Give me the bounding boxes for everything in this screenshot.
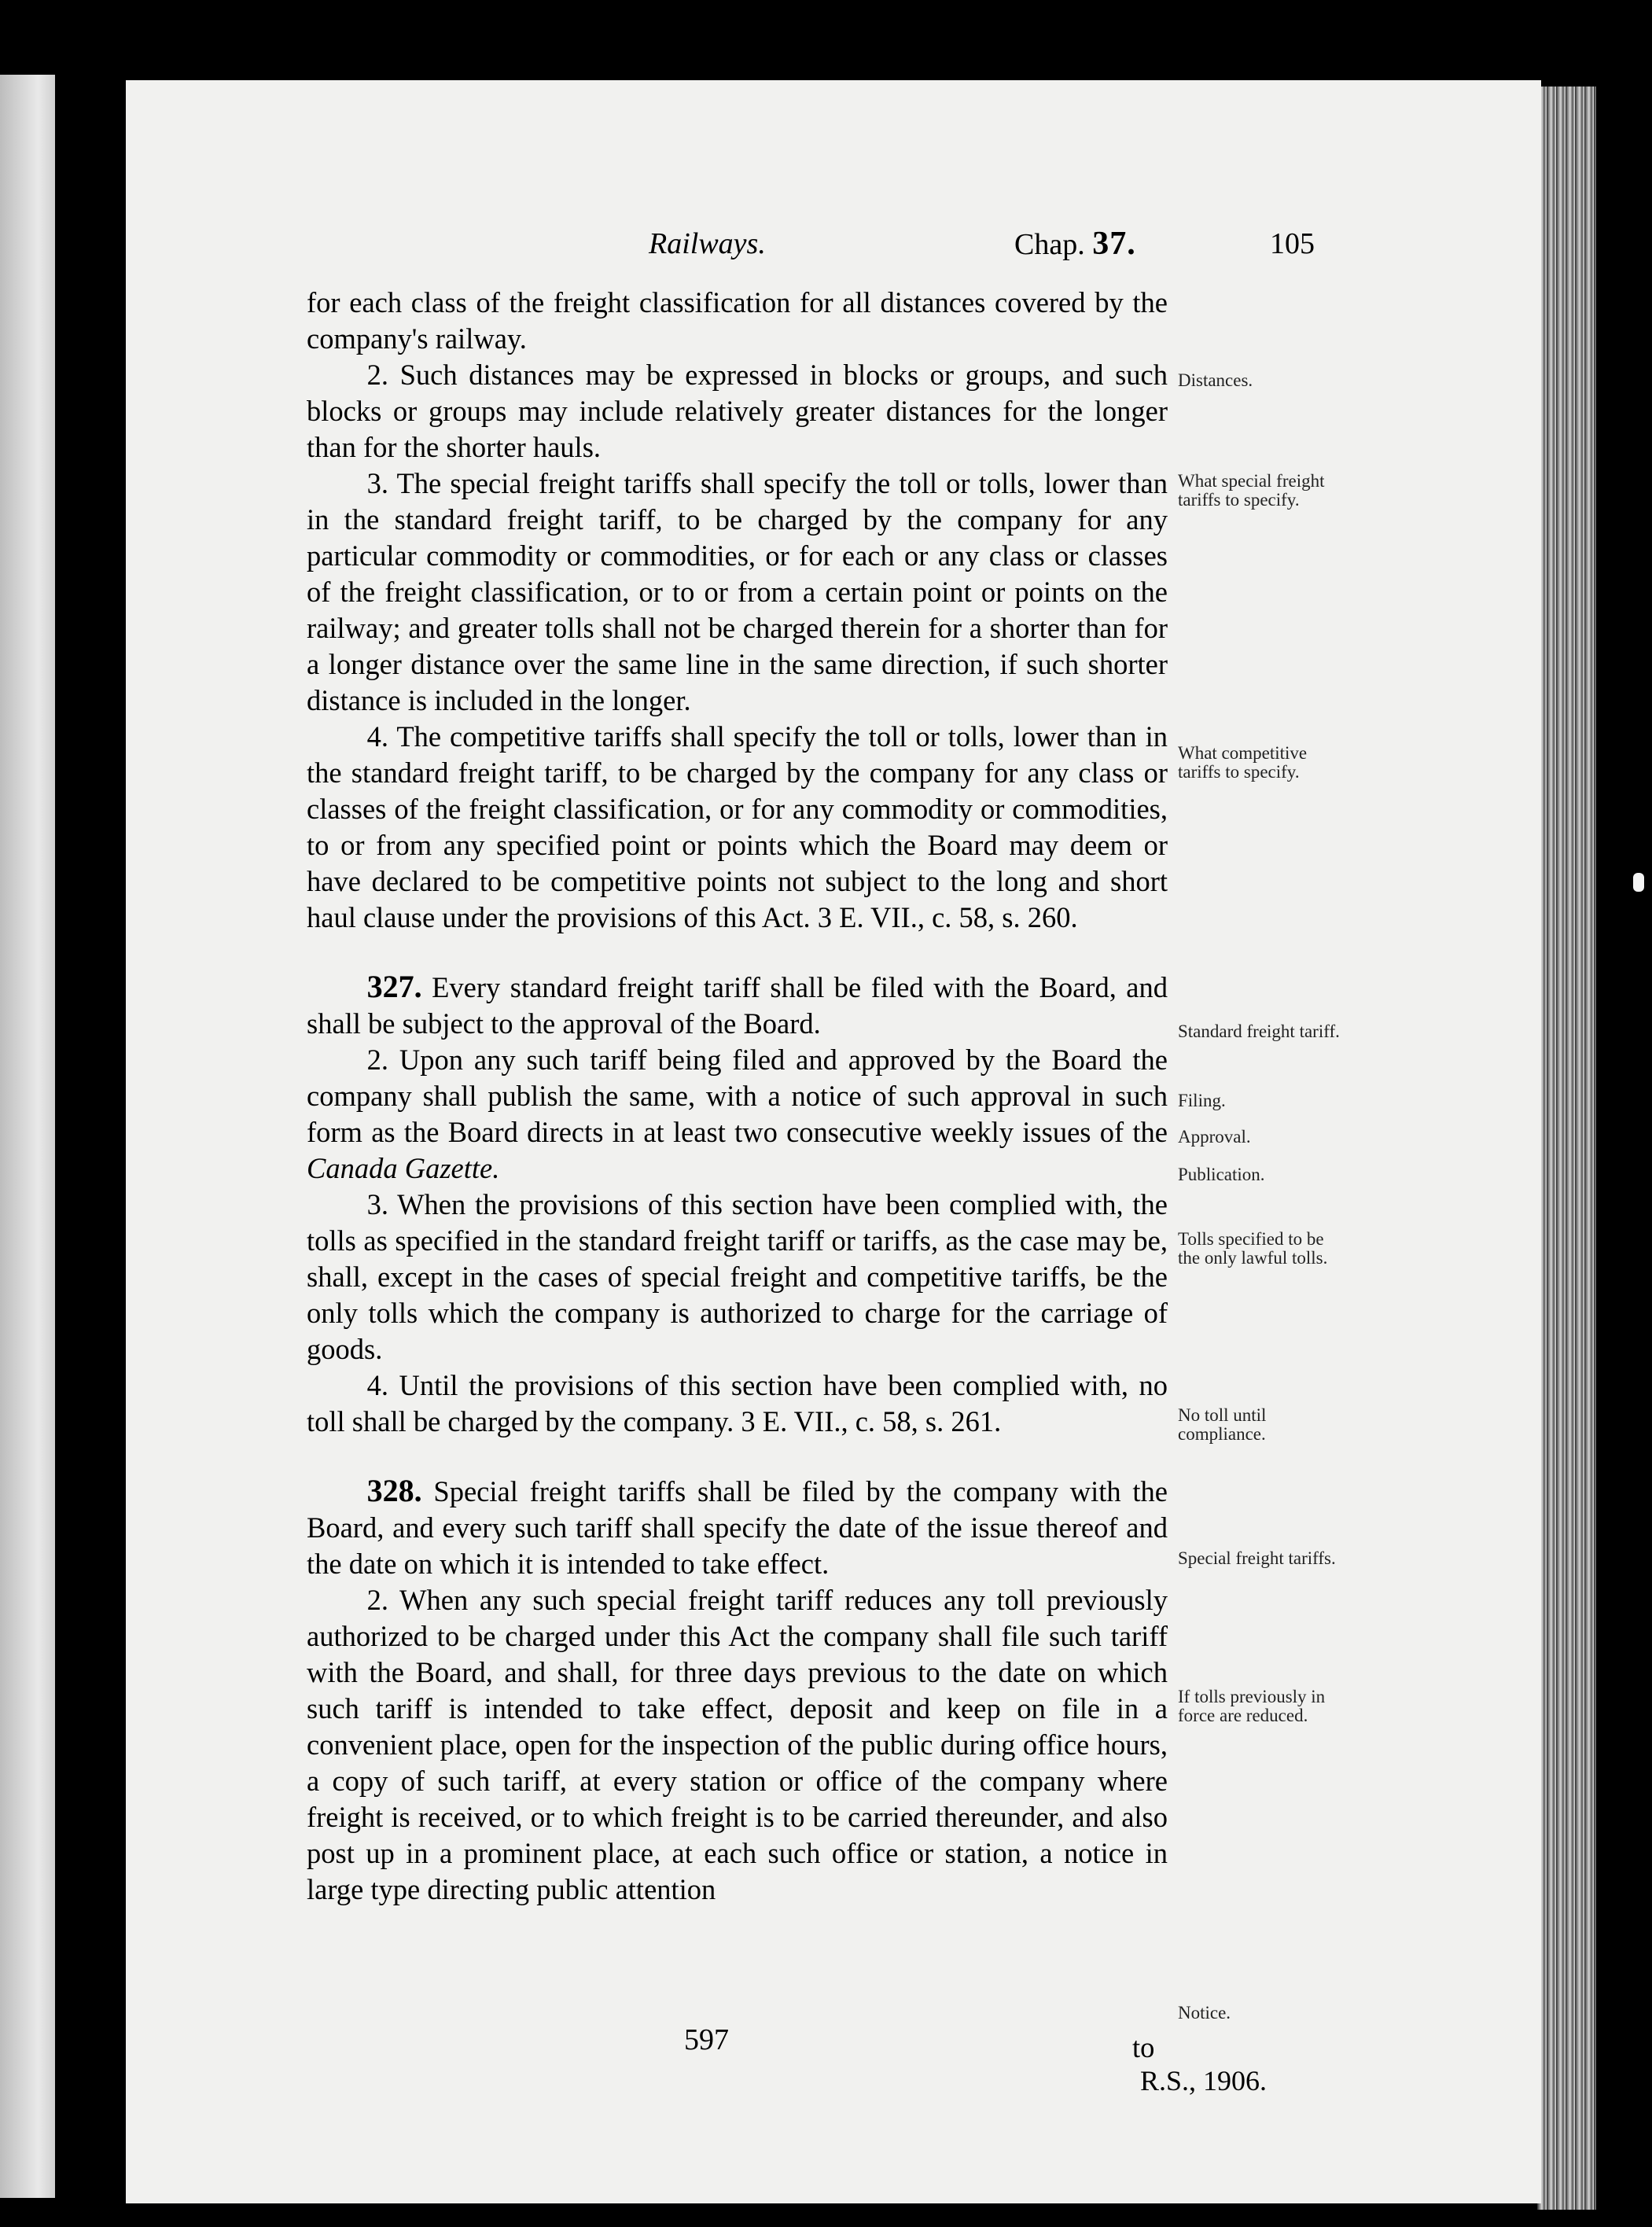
paragraph-328-2: 2. When any such special freight tariff reduces any toll previously authorized to be charged under this Act the company shall file such tariff with the Board, and shall, for three days previous to the date on which such tariff is intended to take effect, deposit and keep on file in a convenient place, open for the inspection of the public during office hours, a copy of such tariff, at every station or office of the company where freight is received, or to which freight is to be carried thereunder, and also post up in a prominent place, at each such office or station, a notice in large type directing public attention [307, 1584, 1168, 1905]
page-edge-mark [1633, 873, 1644, 892]
revised-statutes-signature: R.S., 1906. [1140, 2065, 1268, 2096]
chapter-number: 37. [1092, 226, 1136, 262]
margin-note-publication: Publication. [1178, 1165, 1265, 1184]
margin-note-only-lawful-tolls: Tolls specified to be the only lawful tolls. [1178, 1229, 1328, 1268]
section-327 [307, 969, 1168, 1042]
section-number-328: 328. [366, 1473, 422, 1508]
margin-note-distances: Distances. [1178, 370, 1253, 390]
paragraph-328-1: Special freight tariffs shall be filed by the company with the Board, and every such tariff shall specify the date of the issue thereof and the date on which it is intended to take effect. [307, 1475, 1168, 1580]
paragraph-326-4: 4. The competitive tariffs shall specify the toll or tolls, lower than in the standard freight tariff, to be charged by the company for any class or classes of the freight classification, or for any commodity or commodities, to or from any specified point or points which the Board may deem or have declared to be competitive points not subject to the long and short haul clause under the provisions of this Act. 3 E. VII., c. 58, s. 260. [307, 720, 1168, 933]
paragraph-326-3: 3. The special freight tariffs shall specify the toll or tolls, lower than in the standard freight tariff, to be charged by the company for any particular commodity or commodities, or for each or any class or classes of the freight classification, or to or from a certain point or points on the railway; and greater tolls shall not be charged therein for a shorter than for a longer distance over the same line in the same direction, if such shorter distance is included in the longer. [307, 467, 1168, 716]
paragraph-327-2 [307, 1042, 1168, 1187]
stacked-page-edges [1537, 87, 1596, 2210]
section-328 [307, 1473, 1168, 1582]
margin-note-special-tariffs: What special freight tariffs to specify. [1178, 471, 1325, 510]
paragraph-327-4: 4. Until the provisions of this section have been complied with, no toll shall be charged by the company. 3 E. VII., c. 58, s. 261. [307, 1369, 1168, 1437]
margin-note-notice: Notice. [1178, 2003, 1231, 2023]
margin-note-reduced-tolls: If tolls previously in force are reduced. [1178, 1687, 1326, 1725]
gazette-title: Canada Gazette. [307, 1152, 500, 1184]
section-number-327: 327. [366, 969, 422, 1004]
catchword-to: to [1132, 2031, 1155, 2063]
margin-note-competitive-tariffs: What competitive tariffs to specify. [1178, 743, 1308, 782]
body-text [307, 285, 1168, 1908]
paragraph-326-2: 2. Such distances may be expressed in blocks or groups, and such blocks or groups may include relatively greater distances for the longer than for the shorter hauls. [307, 359, 1168, 463]
page-number: 105 [1270, 227, 1315, 260]
margin-note-special-freight-tariffs: Special freight tariffs. [1178, 1548, 1336, 1568]
printer-folio: 597 [684, 2023, 729, 2056]
margin-note-approval: Approval. [1178, 1127, 1251, 1147]
chapter-label: Chap. [1014, 228, 1085, 261]
paragraph-327-3: 3. When the provisions of this section have been complied with, the tolls as specified in the standard freight tariff or tariffs, as the case may be, shall, except in the cases of special freight and competitive tariffs, be the only tolls which the company is authorized to charge for the carriage of goods. [307, 1188, 1168, 1365]
margin-note-no-toll: No toll until compliance. [1178, 1405, 1267, 1444]
previous-page-edge [0, 75, 55, 2198]
running-head-chapter [1014, 224, 1136, 263]
margin-note-standard-tariff: Standard freight tariff. [1178, 1021, 1340, 1041]
paragraph-327-2-text: 2. Upon any such tariff being filed and approved by the Board the company shall publish the same, with a notice of such approval in such form as the Board directs in at least two consecutive weekly issues of the [307, 1044, 1168, 1148]
paragraph-continuation: for each class of the freight classification for all distances covered by the company's railway. [307, 286, 1168, 355]
margin-note-filing: Filing. [1178, 1091, 1226, 1110]
paragraph-327-1: Every standard freight tariff shall be filed with the Board, and shall be subject to the approval of the Board. [307, 971, 1168, 1040]
running-head-title: Railways. [649, 227, 766, 260]
